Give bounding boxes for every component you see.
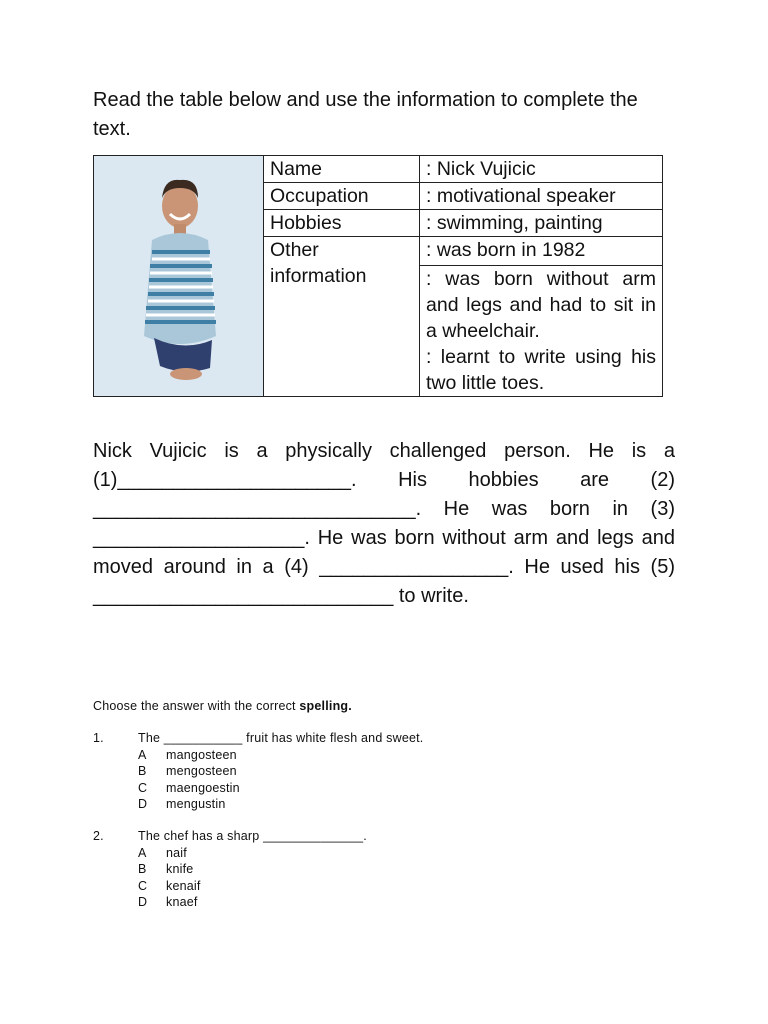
- option-letter: C: [138, 780, 148, 795]
- option-a[interactable]: [93, 845, 693, 861]
- portrait-photo: [94, 156, 263, 396]
- option-text: mengustin: [166, 797, 226, 812]
- spelling-heading: [93, 698, 693, 714]
- value-born: : was born in 1982: [420, 237, 663, 266]
- option-letter: B: [138, 764, 147, 779]
- spelling-heading-text: Choose the answer with the correct: [93, 699, 300, 713]
- option-text: knaef: [166, 895, 198, 910]
- photo-cell: [94, 156, 264, 397]
- label-other-information: Other information: [264, 237, 420, 397]
- label-hobbies: Hobbies: [264, 210, 420, 237]
- passage-text: Nick Vujicic is a physically challenged person. He is a (1)_____________________. His hobbies are (2) _____________________________. He was born in (3) ___________________. He was born without arm and legs and moved around in a (4) _________________. He used his (5) ___________________________ to write.: [93, 440, 675, 607]
- label-name: Name: [264, 156, 420, 183]
- option-text: maengoestin: [166, 780, 240, 795]
- option-letter: B: [138, 862, 147, 877]
- question-text: The ___________ fruit has white flesh and sweet.: [138, 731, 424, 746]
- option-b[interactable]: [93, 763, 693, 779]
- question-number: 1.: [93, 731, 104, 746]
- label-occupation: Occupation: [264, 183, 420, 210]
- spelling-heading-bold: spelling.: [299, 699, 352, 713]
- option-b[interactable]: [93, 861, 693, 877]
- option-letter: D: [138, 895, 148, 910]
- option-text: kenaif: [166, 878, 201, 893]
- person-illustration: [94, 156, 263, 396]
- spelling-section: [93, 698, 693, 926]
- value-hobbies: : swimming, painting: [420, 210, 663, 237]
- question-number: 2.: [93, 829, 104, 844]
- option-c[interactable]: [93, 878, 693, 894]
- option-text: mangosteen: [166, 747, 237, 762]
- option-d[interactable]: [93, 796, 693, 812]
- option-letter: C: [138, 878, 148, 893]
- option-text: mengosteen: [166, 764, 237, 779]
- option-letter: A: [138, 845, 147, 860]
- fill-in-passage: [93, 437, 675, 611]
- question-1: [93, 730, 693, 812]
- option-d[interactable]: [93, 894, 693, 910]
- instruction-text: Read the table below and use the information to complete the text.: [93, 89, 638, 140]
- option-text: knife: [166, 862, 194, 877]
- value-other-details: : was born without arm and legs and had to sit in a wheelchair. : learnt to write using his two little toes.: [420, 266, 663, 397]
- option-c[interactable]: [93, 780, 693, 796]
- question-text: The chef has a sharp ______________.: [138, 829, 367, 844]
- option-text: naif: [166, 845, 187, 860]
- option-letter: A: [138, 747, 147, 762]
- value-occupation: : motivational speaker: [420, 183, 663, 210]
- table-row: [94, 156, 663, 183]
- value-name: : Nick Vujicic: [420, 156, 663, 183]
- option-a[interactable]: [93, 747, 693, 763]
- info-table: [93, 155, 663, 397]
- option-letter: D: [138, 797, 148, 812]
- question-2: [93, 828, 693, 910]
